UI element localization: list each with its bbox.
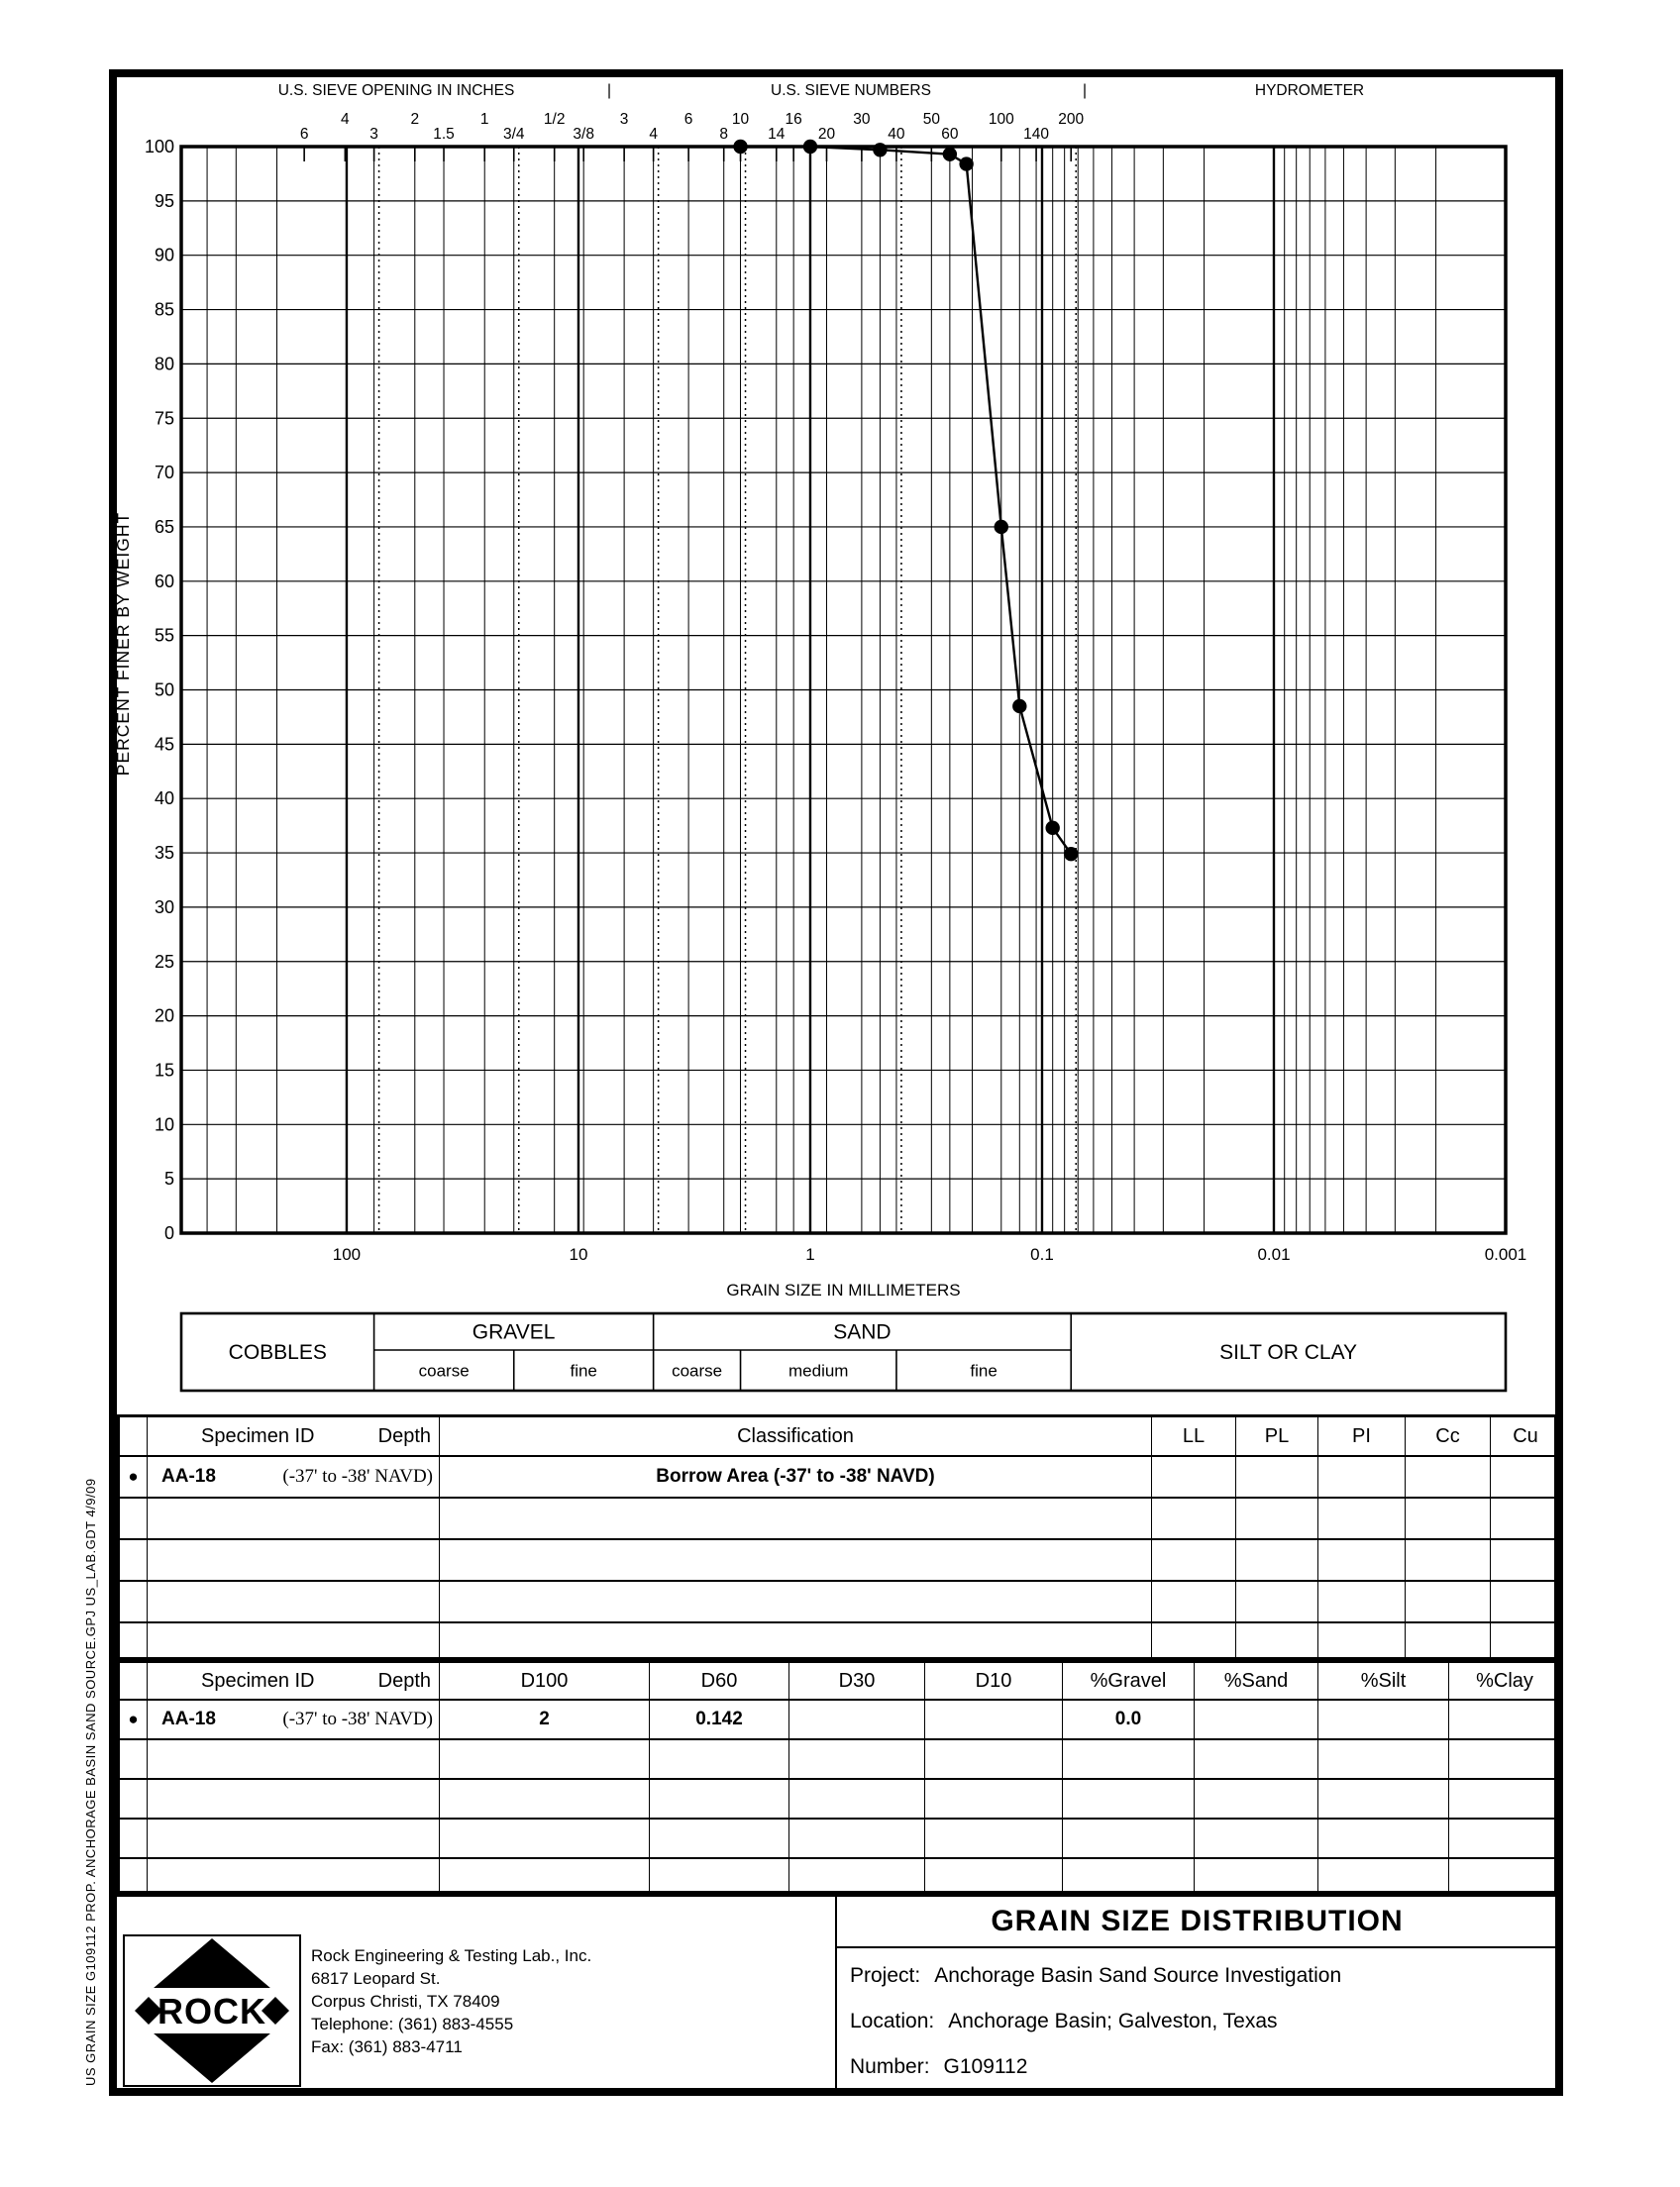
data-point-marker xyxy=(943,147,957,160)
table-value-cell xyxy=(439,1538,1151,1580)
data-point-marker xyxy=(995,520,1008,534)
svg-text:10: 10 xyxy=(154,1114,174,1135)
company-address xyxy=(311,1944,591,2058)
company-address-line: Telephone: (361) 883-4555 xyxy=(311,2015,514,2033)
svg-text:40: 40 xyxy=(154,788,174,809)
table-value-cell: Borrow Area (-37' to -38' NAVD) xyxy=(439,1455,1151,1497)
legend-symbol xyxy=(120,1580,147,1621)
column-header: Cc xyxy=(1405,1417,1490,1455)
table-value-cell xyxy=(1405,1497,1490,1538)
table-value-cell xyxy=(439,1738,649,1778)
data-point-marker xyxy=(959,156,973,170)
data-point-marker xyxy=(1064,847,1078,861)
location-label: Location: xyxy=(850,2010,935,2032)
table-value-cell xyxy=(924,1857,1062,1897)
table-value-cell xyxy=(1448,1778,1560,1818)
table-value-cell xyxy=(1490,1538,1560,1580)
table-value-cell xyxy=(1490,1621,1560,1663)
column-header: %Gravel xyxy=(1062,1663,1194,1699)
svg-text:SAND: SAND xyxy=(833,1320,892,1344)
table-value-cell xyxy=(439,1818,649,1857)
column-header: %Sand xyxy=(1194,1663,1317,1699)
svg-text:65: 65 xyxy=(154,516,174,537)
table-value-cell xyxy=(1448,1818,1560,1857)
column-header: PI xyxy=(1317,1417,1405,1455)
table-value-cell xyxy=(649,1857,788,1897)
table-value-cell xyxy=(1062,1738,1194,1778)
table-value-cell xyxy=(1317,1621,1405,1663)
specimen-depth-cell xyxy=(147,1699,439,1738)
company-address-line: Fax: (361) 883-4711 xyxy=(311,2037,463,2056)
specimen-id: AA-18 xyxy=(161,1709,216,1729)
specimen-id-header: Specimen ID xyxy=(201,1669,315,1692)
specimen-depth-cell xyxy=(147,1455,439,1497)
svg-text:0: 0 xyxy=(163,1223,174,1243)
table-value-cell xyxy=(1194,1778,1317,1818)
specimen-depth-cell xyxy=(147,1857,439,1897)
svg-text:0.1: 0.1 xyxy=(1030,1245,1054,1264)
number-value: G109112 xyxy=(943,2055,1028,2078)
svg-text:25: 25 xyxy=(154,951,174,972)
table-value-cell xyxy=(1448,1857,1560,1897)
svg-text:95: 95 xyxy=(154,190,174,211)
svg-text:medium: medium xyxy=(788,1361,849,1381)
specimen-depth-header xyxy=(147,1663,439,1699)
specimen-depth-cell xyxy=(147,1738,439,1778)
specimen-id-header: Specimen ID xyxy=(201,1424,315,1447)
table-value-cell xyxy=(1490,1455,1560,1497)
legend-symbol xyxy=(120,1818,147,1857)
svg-text:fine: fine xyxy=(570,1361,597,1381)
svg-text:55: 55 xyxy=(154,625,174,646)
table-value-cell xyxy=(924,1699,1062,1738)
legend-symbol xyxy=(120,1778,147,1818)
table-value-cell xyxy=(1151,1497,1235,1538)
svg-text:3/8: 3/8 xyxy=(573,126,594,143)
svg-text:100: 100 xyxy=(988,111,1014,128)
legend-symbol xyxy=(120,1857,147,1897)
table-value-cell xyxy=(649,1738,788,1778)
table-value-cell xyxy=(649,1778,788,1818)
svg-text:60: 60 xyxy=(154,571,174,591)
svg-text:6: 6 xyxy=(683,111,693,128)
svg-text:3: 3 xyxy=(369,126,378,143)
legend-column-header xyxy=(120,1417,147,1455)
table-value-cell xyxy=(649,1818,788,1857)
svg-text:85: 85 xyxy=(154,299,174,320)
table-value-cell xyxy=(1151,1580,1235,1621)
svg-text:GRAIN SIZE IN MILLIMETERS: GRAIN SIZE IN MILLIMETERS xyxy=(726,1281,961,1300)
table-value-cell xyxy=(1062,1857,1194,1897)
data-point-marker xyxy=(1045,821,1059,835)
svg-text:1: 1 xyxy=(805,1245,815,1264)
svg-text:10: 10 xyxy=(569,1245,588,1264)
column-header: PL xyxy=(1235,1417,1317,1455)
table-value-cell xyxy=(1062,1778,1194,1818)
svg-text:fine: fine xyxy=(970,1361,998,1381)
table-value-cell xyxy=(1405,1455,1490,1497)
project-value: Anchorage Basin Sand Source Investigation xyxy=(934,1964,1342,1987)
table-value-cell xyxy=(788,1818,924,1857)
column-header: D60 xyxy=(649,1663,788,1699)
table-value-cell xyxy=(439,1857,649,1897)
company-address-line: 6817 Leopard St. xyxy=(311,1969,441,1988)
table-value-cell xyxy=(1235,1538,1317,1580)
column-header: D100 xyxy=(439,1663,649,1699)
table-value-cell xyxy=(1151,1621,1235,1663)
company-address-line: Rock Engineering & Testing Lab., Inc. xyxy=(311,1946,592,1965)
table-value-cell xyxy=(924,1778,1062,1818)
table-value-cell xyxy=(924,1738,1062,1778)
svg-text:30: 30 xyxy=(154,896,174,917)
company-address-line: Corpus Christi, TX 78409 xyxy=(311,1992,500,2011)
specimen-depth-cell xyxy=(147,1538,439,1580)
table-value-cell xyxy=(1235,1621,1317,1663)
table-value-cell xyxy=(1405,1538,1490,1580)
data-point-marker xyxy=(1012,699,1026,713)
column-header: Classification xyxy=(439,1417,1151,1455)
table-value-cell xyxy=(1490,1497,1560,1538)
table-value-cell: 0.0 xyxy=(1062,1699,1194,1738)
table-value-cell xyxy=(1448,1738,1560,1778)
legend-symbol xyxy=(120,1738,147,1778)
table-value-cell xyxy=(1317,1857,1448,1897)
column-header: D10 xyxy=(924,1663,1062,1699)
svg-text:6: 6 xyxy=(299,126,309,143)
table-value-cell xyxy=(1448,1699,1560,1738)
svg-text:U.S. SIEVE NUMBERS: U.S. SIEVE NUMBERS xyxy=(771,82,931,99)
report-title: GRAIN SIZE DISTRIBUTION xyxy=(837,1897,1557,1948)
data-point-marker xyxy=(733,140,747,154)
svg-text:PERCENT FINER BY WEIGHT: PERCENT FINER BY WEIGHT xyxy=(113,511,133,777)
rock-logo xyxy=(123,1934,301,2087)
table-value-cell xyxy=(1317,1699,1448,1738)
svg-text:5: 5 xyxy=(163,1169,174,1190)
column-header: %Clay xyxy=(1448,1663,1560,1699)
specimen-depth-header xyxy=(147,1417,439,1455)
svg-text:60: 60 xyxy=(941,126,959,143)
svg-text:20: 20 xyxy=(817,126,836,143)
svg-text:3/4: 3/4 xyxy=(502,126,525,143)
table-value-cell xyxy=(1317,1455,1405,1497)
legend-column-header xyxy=(120,1663,147,1699)
table-value-cell xyxy=(1317,1538,1405,1580)
specimen-depth-cell xyxy=(147,1778,439,1818)
svg-text:8: 8 xyxy=(719,126,729,143)
table-value-cell xyxy=(1405,1621,1490,1663)
svg-text:3: 3 xyxy=(619,111,629,128)
table-value-cell xyxy=(1062,1818,1194,1857)
table-value-cell xyxy=(788,1857,924,1897)
svg-text:15: 15 xyxy=(154,1060,174,1081)
table-value-cell xyxy=(1235,1580,1317,1621)
svg-text:|: | xyxy=(606,82,612,99)
svg-text:COBBLES: COBBLES xyxy=(228,1341,327,1364)
legend-symbol xyxy=(120,1497,147,1538)
column-header: %Silt xyxy=(1317,1663,1448,1699)
svg-text:80: 80 xyxy=(154,354,174,374)
specimen-id: AA-18 xyxy=(161,1466,216,1487)
column-header: Cu xyxy=(1490,1417,1560,1455)
svg-text:75: 75 xyxy=(154,408,174,429)
specimen-depth: (-37' to -38' NAVD) xyxy=(282,1466,433,1487)
svg-text:70: 70 xyxy=(154,463,174,483)
svg-text:20: 20 xyxy=(154,1005,174,1026)
data-point-marker xyxy=(803,140,817,154)
table-value-cell xyxy=(1194,1699,1317,1738)
table-value-cell xyxy=(1151,1455,1235,1497)
table-value-cell xyxy=(1317,1497,1405,1538)
svg-text:1/2: 1/2 xyxy=(543,111,566,128)
column-header: LL xyxy=(1151,1417,1235,1455)
depth-header: Depth xyxy=(377,1424,431,1447)
svg-text:coarse: coarse xyxy=(672,1361,723,1381)
table-value-cell xyxy=(1235,1497,1317,1538)
svg-text:4: 4 xyxy=(649,126,658,143)
svg-text:100: 100 xyxy=(332,1245,362,1264)
table-value-cell xyxy=(439,1580,1151,1621)
svg-text:0.001: 0.001 xyxy=(1484,1245,1527,1264)
legend-symbol: ● xyxy=(120,1455,147,1497)
svg-text:35: 35 xyxy=(154,843,174,864)
table-value-cell xyxy=(1151,1538,1235,1580)
table-value-cell xyxy=(924,1818,1062,1857)
atterberg-limits-table xyxy=(117,1414,1557,1660)
table-value-cell xyxy=(1405,1580,1490,1621)
table-value-cell xyxy=(1317,1738,1448,1778)
svg-text:|: | xyxy=(1082,82,1088,99)
svg-text:10: 10 xyxy=(731,111,750,128)
table-value-cell xyxy=(439,1621,1151,1663)
depth-header: Depth xyxy=(377,1669,431,1692)
table-value-cell xyxy=(1317,1580,1405,1621)
project-label: Project: xyxy=(850,1964,921,1987)
table-value-cell xyxy=(1194,1818,1317,1857)
title-block xyxy=(117,1894,1557,2093)
svg-text:1.5: 1.5 xyxy=(433,126,455,143)
svg-text:ROCK: ROCK xyxy=(158,1991,266,2031)
table-value-cell xyxy=(439,1778,649,1818)
table-value-cell xyxy=(1317,1778,1448,1818)
svg-text:1: 1 xyxy=(479,111,489,128)
number-label: Number: xyxy=(850,2055,930,2078)
svg-text:30: 30 xyxy=(853,111,871,128)
gradation-curve xyxy=(741,147,1072,854)
svg-text:0.01: 0.01 xyxy=(1257,1245,1291,1264)
legend-symbol: ● xyxy=(120,1699,147,1738)
location-value: Anchorage Basin; Galveston, Texas xyxy=(948,2010,1278,2032)
gradation-values-table xyxy=(117,1660,1557,1894)
table-value-cell xyxy=(439,1497,1151,1538)
rock-logo-icon xyxy=(125,1936,299,2085)
svg-text:90: 90 xyxy=(154,245,174,265)
location-line xyxy=(850,2010,1278,2033)
specimen-depth-cell xyxy=(147,1818,439,1857)
specimen-depth-cell xyxy=(147,1621,439,1663)
table-value-cell xyxy=(788,1699,924,1738)
svg-text:4: 4 xyxy=(341,111,350,128)
table-value-cell xyxy=(788,1738,924,1778)
table-value-cell xyxy=(1317,1818,1448,1857)
table-value-cell: 2 xyxy=(439,1699,649,1738)
table-value-cell xyxy=(788,1778,924,1818)
svg-text:16: 16 xyxy=(785,111,802,128)
table-value-cell xyxy=(1194,1738,1317,1778)
data-point-marker xyxy=(873,143,887,156)
table-value-cell xyxy=(1490,1580,1560,1621)
svg-text:200: 200 xyxy=(1058,111,1085,128)
svg-text:50: 50 xyxy=(922,111,940,128)
specimen-depth: (-37' to -38' NAVD) xyxy=(282,1709,433,1729)
svg-text:HYDROMETER: HYDROMETER xyxy=(1254,82,1365,99)
table-value-cell xyxy=(1235,1455,1317,1497)
specimen-depth-cell xyxy=(147,1580,439,1621)
number-line xyxy=(850,2055,1027,2079)
svg-text:40: 40 xyxy=(888,126,905,143)
legend-symbol xyxy=(120,1621,147,1663)
svg-text:100: 100 xyxy=(144,137,174,156)
svg-text:SILT OR CLAY: SILT OR CLAY xyxy=(1219,1341,1358,1364)
svg-text:U.S. SIEVE OPENING IN INCHES: U.S. SIEVE OPENING IN INCHES xyxy=(277,82,515,99)
svg-text:45: 45 xyxy=(154,734,174,755)
svg-text:140: 140 xyxy=(1023,126,1050,143)
svg-text:50: 50 xyxy=(154,679,174,700)
project-line xyxy=(850,1964,1341,1988)
svg-text:2: 2 xyxy=(410,111,420,128)
table-value-cell xyxy=(1194,1857,1317,1897)
svg-text:14: 14 xyxy=(768,126,786,143)
svg-text:coarse: coarse xyxy=(418,1361,470,1381)
column-header: D30 xyxy=(788,1663,924,1699)
specimen-depth-cell xyxy=(147,1497,439,1538)
file-info-vertical-text: US GRAIN SIZE G109112 PROP. ANCHORAGE BASIN SAND SOURCE.GPJ US_LAB.GDT 4/9/09 xyxy=(83,1478,98,2086)
legend-symbol xyxy=(120,1538,147,1580)
svg-text:GRAVEL: GRAVEL xyxy=(472,1320,556,1344)
table-value-cell: 0.142 xyxy=(649,1699,788,1738)
